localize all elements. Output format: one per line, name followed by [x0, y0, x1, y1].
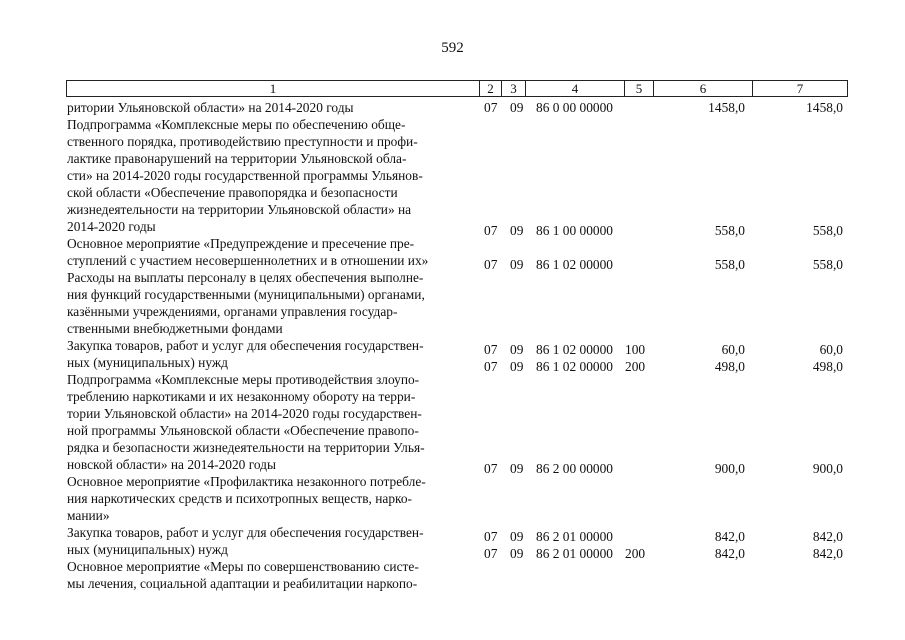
description-line: жизнедеятельности на территории Ульяновской области» на	[67, 202, 412, 217]
cell-c6: 842,0	[714, 546, 745, 561]
description-line: ных (муниципальных) нужд	[67, 355, 228, 370]
row-description	[67, 558, 475, 592]
cell-c4: 86 2 01 00000	[536, 546, 613, 561]
description-line: ных (муниципальных) нужд	[67, 542, 228, 557]
description-line: ной программы Ульяновской области «Обеспечение правопо-	[67, 423, 419, 438]
cell-c2: 07	[484, 359, 498, 374]
row-description	[67, 99, 475, 116]
description-line: новской области» на 2014-2020 годы	[67, 457, 276, 472]
description-line: ступлений с участием несовершеннолетних и в отношении их»	[67, 253, 429, 268]
cell-c7: 558,0	[812, 223, 843, 238]
cell-c6: 842,0	[714, 529, 745, 544]
cell-c3: 09	[510, 529, 524, 544]
cell-c5: 200	[625, 546, 646, 561]
table-row	[0, 337, 905, 374]
cell-c2: 07	[484, 257, 498, 272]
table-row	[0, 116, 905, 238]
budget-table-body	[0, 99, 905, 592]
row-description	[67, 337, 475, 371]
cell-c7: 558,0	[812, 257, 843, 272]
description-line: казёнными учреждениями, органами управления государ-	[67, 304, 398, 319]
header-col-3: 3	[501, 80, 526, 97]
cell-c7: 498,0	[812, 359, 843, 374]
cell-c3: 09	[510, 359, 524, 374]
header-col-2: 2	[479, 80, 502, 97]
description-line: Основное мероприятие «Меры по совершенствованию систе-	[67, 559, 419, 574]
cell-c3: 09	[510, 461, 524, 476]
cell-c4: 86 0 00 00000	[536, 100, 613, 115]
cell-c4: 86 2 01 00000	[536, 529, 613, 544]
row-description	[67, 269, 475, 337]
header-col-7: 7	[752, 80, 848, 97]
cell-c7: 900,0	[812, 461, 843, 476]
header-col-4: 4	[525, 80, 625, 97]
row-description	[67, 371, 475, 473]
cell-c6: 1458,0	[708, 100, 745, 115]
cell-c2: 07	[484, 223, 498, 238]
description-line: Подпрограмма «Комплексные меры противодействия злоупо-	[67, 372, 420, 387]
cell-c2: 07	[484, 461, 498, 476]
cell-c2: 07	[484, 546, 498, 561]
cell-c5: 200	[625, 359, 646, 374]
description-line: Закупка товаров, работ и услуг для обеспечения государствен-	[67, 338, 424, 353]
description-line: рядка и безопасности жизнедеятельности на территории Улья-	[67, 440, 425, 455]
table-row	[0, 371, 905, 476]
description-line: лактике правонарушений на территории Ульяновской обла-	[67, 151, 407, 166]
cell-c3: 09	[510, 257, 524, 272]
row-description	[67, 524, 475, 558]
cell-c6: 60,0	[721, 342, 745, 357]
cell-c3: 09	[510, 223, 524, 238]
cell-c4: 86 1 00 00000	[536, 223, 613, 238]
description-line: ственными внебюджетными фондами	[67, 321, 283, 336]
cell-c4: 86 1 02 00000	[536, 342, 613, 357]
description-line: мы лечения, социальной адаптации и реабилитации наркопо-	[67, 576, 418, 591]
row-description	[67, 235, 475, 269]
table-row	[0, 235, 905, 272]
description-line: Основное мероприятие «Профилактика незаконного потребле-	[67, 474, 426, 489]
description-line: мании»	[67, 508, 110, 523]
description-line: тории Ульяновской области» на 2014-2020 годы государствен-	[67, 406, 422, 421]
cell-c2: 07	[484, 529, 498, 544]
description-line: ритории Ульяновской области» на 2014-2020 годы	[67, 100, 354, 115]
header-col-6: 6	[653, 80, 753, 97]
description-line: ственного порядка, противодействию преступности и профи-	[67, 134, 418, 149]
table-row	[0, 558, 905, 592]
header-col-5: 5	[624, 80, 654, 97]
cell-c2: 07	[484, 342, 498, 357]
row-description	[67, 473, 475, 524]
cell-c6: 558,0	[714, 257, 745, 272]
description-line: треблению наркотиками и их незаконному обороту на терри-	[67, 389, 416, 404]
cell-c4: 86 1 02 00000	[536, 359, 613, 374]
description-line: ской области «Обеспечение правопорядка и безопасности	[67, 185, 398, 200]
header-col-1: 1	[66, 80, 480, 97]
row-description	[67, 116, 475, 235]
cell-c6: 900,0	[714, 461, 745, 476]
description-line: Расходы на выплаты персоналу в целях обеспечения выполне-	[67, 270, 424, 285]
cell-c3: 09	[510, 342, 524, 357]
cell-c4: 86 2 00 00000	[536, 461, 613, 476]
cell-c7: 842,0	[812, 529, 843, 544]
table-row	[0, 524, 905, 561]
description-line: ния наркотических средств и психотропных веществ, нарко-	[67, 491, 413, 506]
cell-c7: 842,0	[812, 546, 843, 561]
cell-c4: 86 1 02 00000	[536, 257, 613, 272]
description-line: Закупка товаров, работ и услуг для обеспечения государствен-	[67, 525, 424, 540]
description-line: Основное мероприятие «Предупреждение и пресечение пре-	[67, 236, 415, 251]
cell-c7: 60,0	[819, 342, 843, 357]
cell-c7: 1458,0	[806, 100, 843, 115]
description-line: 2014-2020 годы	[67, 219, 156, 234]
cell-c6: 558,0	[714, 223, 745, 238]
cell-c6: 498,0	[714, 359, 745, 374]
cell-c3: 09	[510, 546, 524, 561]
cell-c5: 100	[625, 342, 646, 357]
table-row	[0, 99, 905, 116]
cell-c3: 09	[510, 100, 524, 115]
description-line: Подпрограмма «Комплексные меры по обеспечению обще-	[67, 117, 406, 132]
cell-c2: 07	[484, 100, 498, 115]
description-line: ния функций государственными (муниципальными) органами,	[67, 287, 425, 302]
description-line: сти» на 2014-2020 годы государственной программы Ульянов-	[67, 168, 423, 183]
page-number: 592	[441, 40, 464, 56]
